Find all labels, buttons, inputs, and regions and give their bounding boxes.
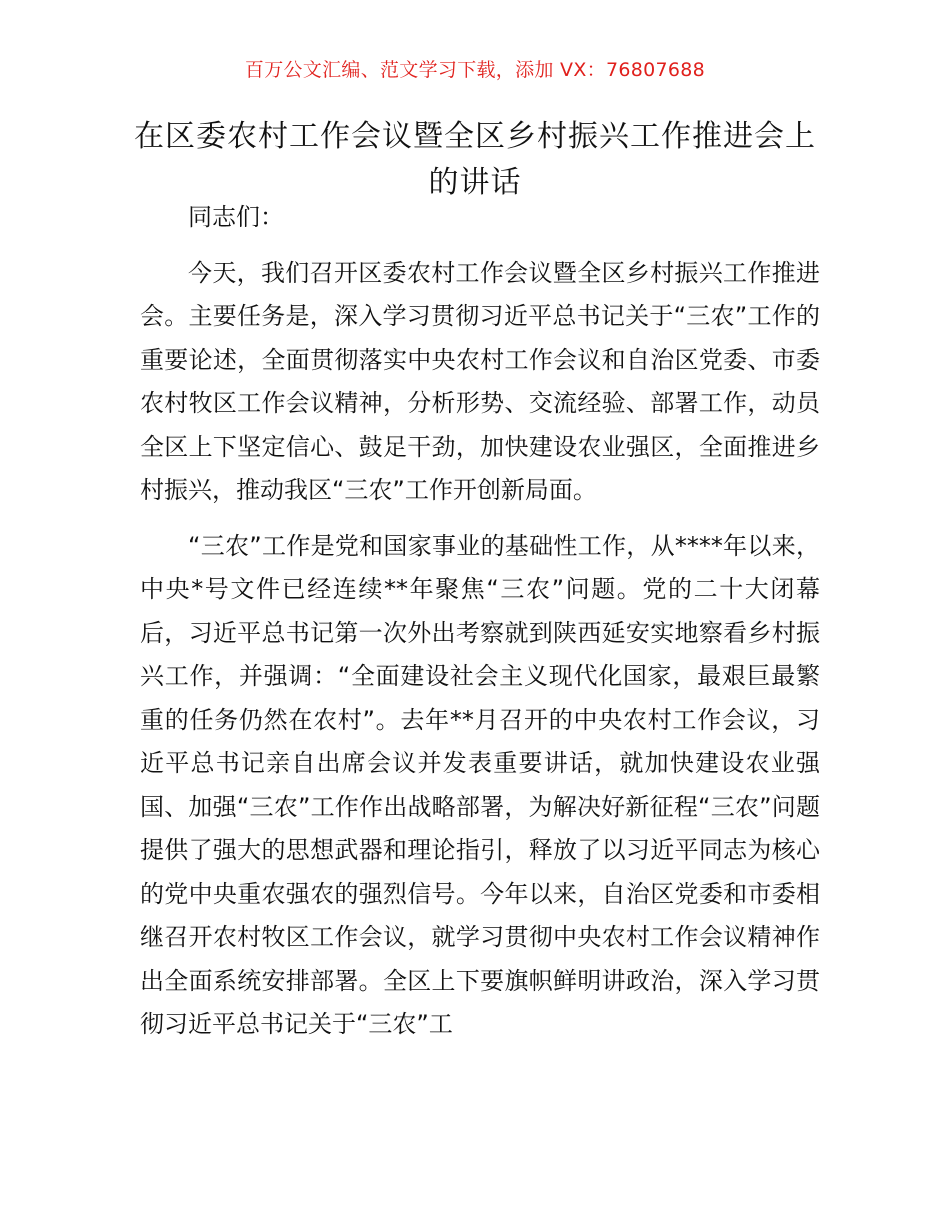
document-title: 在区委农村工作会议暨全区乡村振兴工作推进会上的讲话: [134, 119, 816, 200]
salutation: 同志们：: [188, 203, 284, 231]
header-watermark-note: 百万公文汇编、范文学习下载，添加 VX：76807688: [244, 59, 706, 81]
paragraph-2: “三农”工作是党和国家事业的基础性工作，从****年以来，中央*号文件已经连续**年聚焦“三农”问题。党的二十大闭幕后，习近平总书记第一次外出考察就到陕西延安实地察看乡村振兴工作，并强调：“全面建设社会主义现代化国家，最艰巨最繁重的任务仍然在农村”。去年**月召开的中央农村工作会议，习近平总书记亲自出席会议并发表重要讲话，就加快建设农业强国、加强“三农”工作作出战略部署，为解决好新征程“三农”问题提供了强大的思想武器和理论指引，释放了以习近平同志为核心的党中央重农强农的强烈信号。今年以来，自治区党委和市委相继召开农村牧区工作会议，就学习贯彻中央农村工作会议精神作出全面系统安排部署。全区上下要旗帜鲜明讲政治，深入学习贯彻习近平总书记关于“三农”工: [140, 531, 820, 1038]
document-body: [140, 196, 820, 1047]
paragraph-1: 今天，我们召开区委农村工作会议暨全区乡村振兴工作推进会。主要任务是，深入学习贯彻习近平总书记关于“三农”工作的重要论述，全面贯彻落实中央农村工作会议和自治区党委、市委农村牧区工作会议精神，分析形势、交流经验、部署工作，动员全区上下坚定信心、鼓足干劲，加快建设农业强区，全面推进乡村振兴，推动我区“三农”工作开创新局面。: [140, 258, 820, 504]
